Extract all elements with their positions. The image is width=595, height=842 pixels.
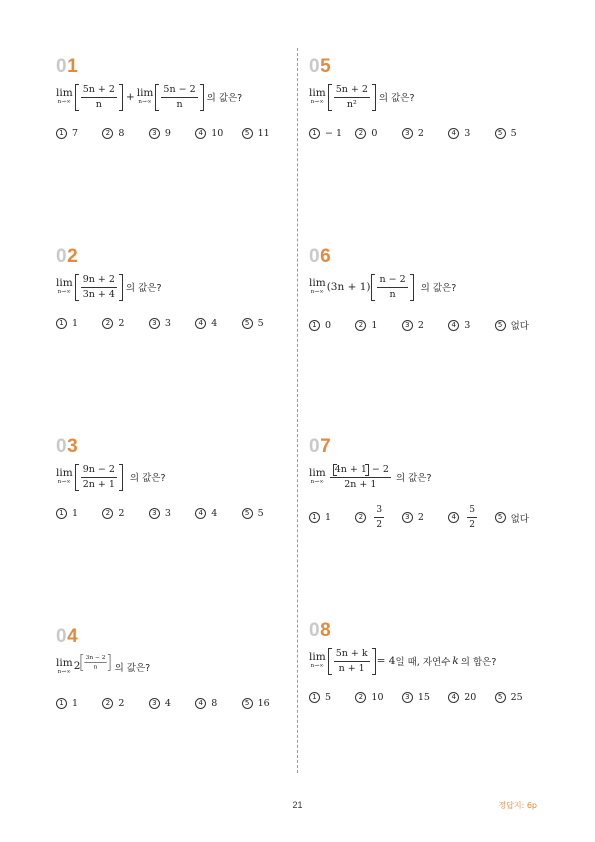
choices bbox=[56, 318, 288, 329]
problem-03 bbox=[56, 436, 288, 519]
choice-4[interactable]: 4 4 bbox=[195, 318, 241, 329]
choice-5[interactable]: 5 5 bbox=[242, 508, 288, 519]
choice-5[interactable]: 5 25 bbox=[495, 692, 541, 703]
problem-02 bbox=[56, 246, 288, 329]
question-text: 일 때, 자연수 bbox=[395, 657, 451, 668]
choice-1[interactable]: 1 − 1 bbox=[309, 128, 355, 139]
fraction: $\frac{5n - 2}{n}$ bbox=[163, 83, 196, 110]
fraction: $\frac{3}{2}$ bbox=[376, 505, 383, 530]
choice-1[interactable]: 1 0 bbox=[309, 320, 355, 331]
problem-number: 02 bbox=[56, 246, 79, 267]
choice-3[interactable]: 3 4 bbox=[149, 698, 195, 709]
fraction: $\frac{5}{2}$ bbox=[469, 505, 475, 530]
question-text: 의 값은? bbox=[114, 663, 151, 674]
problem-number: 07 bbox=[309, 436, 332, 457]
choice-2[interactable]: 2 1 bbox=[355, 320, 401, 331]
problem-number: 06 bbox=[309, 246, 332, 267]
limit-operator: lim n→∞ bbox=[56, 87, 73, 105]
fraction: $\frac{3n - 2}{n}$ bbox=[85, 653, 106, 670]
limit-operator: lim n→∞ bbox=[56, 467, 73, 485]
problem-number: 08 bbox=[309, 620, 332, 641]
floor-bracket bbox=[328, 84, 376, 111]
equals-value: = 4 bbox=[376, 655, 396, 667]
question-text: 의 값은? bbox=[129, 473, 166, 484]
choice-4[interactable]: 4 8 bbox=[195, 698, 241, 709]
choice-4[interactable]: 4 3 bbox=[448, 320, 494, 331]
fraction: $\frac{5n + k}{n + 1}$ bbox=[335, 647, 368, 674]
choices bbox=[309, 504, 541, 531]
plus-sign: + bbox=[125, 91, 135, 103]
exponent bbox=[80, 654, 111, 671]
limit-operator: lim n→∞ bbox=[309, 87, 326, 105]
problem-expression bbox=[56, 462, 288, 492]
limit-operator: lim n→∞ bbox=[309, 467, 326, 485]
floor-bracket bbox=[371, 274, 413, 301]
problem-expression bbox=[56, 652, 288, 682]
limit-operator: lim n→∞ bbox=[309, 651, 326, 669]
floor-bracket: 4n + 1 bbox=[334, 463, 367, 475]
fraction: $\frac{5n + 2}{n}$ bbox=[82, 83, 115, 110]
choice-1[interactable]: 1 1 bbox=[56, 508, 102, 519]
question-text: 의 합은? bbox=[460, 657, 497, 668]
question-text: 의 값은? bbox=[378, 93, 415, 104]
factor: (3n + 1) bbox=[326, 281, 371, 293]
limit-operator: lim n→∞ bbox=[136, 87, 154, 105]
choice-5[interactable]: 5 5 bbox=[495, 128, 541, 139]
choice-1[interactable]: 1 5 bbox=[309, 692, 355, 703]
problem-number: 01 bbox=[56, 56, 79, 77]
choice-2[interactable]: 2 8 bbox=[102, 128, 148, 139]
choice-5[interactable]: 5 없다 bbox=[495, 511, 541, 525]
problem-expression bbox=[309, 462, 541, 492]
problem-07 bbox=[309, 436, 541, 531]
floor-bracket bbox=[328, 648, 376, 675]
floor-bracket bbox=[81, 654, 111, 671]
column-divider bbox=[297, 48, 298, 773]
choice-4[interactable]: 4 3 bbox=[448, 128, 494, 139]
fraction: $\frac{9n - 2}{2n + 1}$ bbox=[82, 463, 115, 490]
choice-2[interactable]: 2 2 bbox=[102, 318, 148, 329]
choice-2[interactable]: 2 $\frac{3}{2}$ bbox=[355, 504, 401, 531]
choice-1[interactable]: 1 1 bbox=[56, 318, 102, 329]
choice-1[interactable]: 1 1 bbox=[309, 512, 355, 523]
problem-05 bbox=[309, 56, 541, 139]
choice-5[interactable]: 5 5 bbox=[242, 318, 288, 329]
question-text: 의 값은? bbox=[395, 473, 432, 484]
fraction: 4n + 1 − 2 2n + 1 bbox=[330, 464, 391, 491]
variable-k: k bbox=[452, 655, 459, 667]
choice-3[interactable]: 3 3 bbox=[149, 318, 195, 329]
fraction: $\frac{9n + 2}{3n + 4}$ bbox=[82, 273, 115, 300]
choice-3[interactable]: 3 2 bbox=[402, 512, 448, 523]
power-base: 2 bbox=[73, 659, 81, 672]
fraction: $\frac{n - 2}{n}$ bbox=[379, 273, 406, 300]
floor-bracket bbox=[75, 84, 123, 111]
choices bbox=[56, 508, 288, 519]
choice-2[interactable]: 2 0 bbox=[355, 128, 401, 139]
choice-2[interactable]: 2 2 bbox=[102, 698, 148, 709]
limit-operator: lim n→∞ bbox=[309, 277, 326, 295]
limit-operator: lim n→∞ bbox=[56, 277, 73, 295]
power-expression bbox=[74, 654, 109, 681]
problem-number: 03 bbox=[56, 436, 79, 457]
choices bbox=[309, 318, 541, 332]
choice-3[interactable]: 3 2 bbox=[402, 320, 448, 331]
problem-expression bbox=[56, 272, 288, 302]
choice-4[interactable]: 4 4 bbox=[195, 508, 241, 519]
problem-08 bbox=[309, 620, 541, 703]
problem-expression bbox=[309, 646, 541, 676]
floor-bracket bbox=[75, 274, 123, 301]
problem-number: 04 bbox=[56, 626, 79, 647]
page-number: 21 bbox=[292, 800, 303, 810]
floor-bracket bbox=[75, 464, 123, 491]
choice-2[interactable]: 2 10 bbox=[355, 692, 401, 703]
choices bbox=[56, 128, 288, 139]
problem-01 bbox=[56, 56, 288, 139]
problem-expression bbox=[309, 272, 541, 302]
question-text: 의 값은? bbox=[420, 283, 457, 294]
choice-3[interactable]: 3 2 bbox=[402, 128, 448, 139]
answer-reference: 정답지: 6p bbox=[498, 801, 537, 810]
problem-expression bbox=[309, 82, 541, 112]
choice-2[interactable]: 2 2 bbox=[102, 508, 148, 519]
problem-06 bbox=[309, 246, 541, 332]
floor-bracket bbox=[155, 84, 203, 111]
choice-4[interactable]: 4 10 bbox=[195, 128, 241, 139]
choices bbox=[309, 692, 541, 703]
choice-4[interactable]: 4 $\frac{5}{2}$ bbox=[448, 504, 494, 531]
choice-5[interactable]: 5 없다 bbox=[495, 318, 541, 332]
limit-operator: lim n→∞ bbox=[56, 657, 73, 675]
question-text: 의 값은? bbox=[206, 93, 243, 104]
problem-04 bbox=[56, 626, 288, 709]
choice-5[interactable]: 5 11 bbox=[242, 128, 288, 139]
choices bbox=[56, 698, 288, 709]
choice-1[interactable]: 1 1 bbox=[56, 698, 102, 709]
choice-3[interactable]: 3 9 bbox=[149, 128, 195, 139]
problem-expression bbox=[56, 82, 288, 112]
fraction: $\frac{5n + 2}{\text{n²}}$ bbox=[335, 83, 368, 110]
problem-number: 05 bbox=[309, 56, 332, 77]
choice-4[interactable]: 4 20 bbox=[448, 692, 494, 703]
choice-5[interactable]: 5 16 bbox=[242, 698, 288, 709]
choice-3[interactable]: 3 3 bbox=[149, 508, 195, 519]
choice-3[interactable]: 3 15 bbox=[402, 692, 448, 703]
choice-1[interactable]: 1 7 bbox=[56, 128, 102, 139]
question-text: 의 값은? bbox=[125, 283, 162, 294]
choices bbox=[309, 128, 541, 139]
